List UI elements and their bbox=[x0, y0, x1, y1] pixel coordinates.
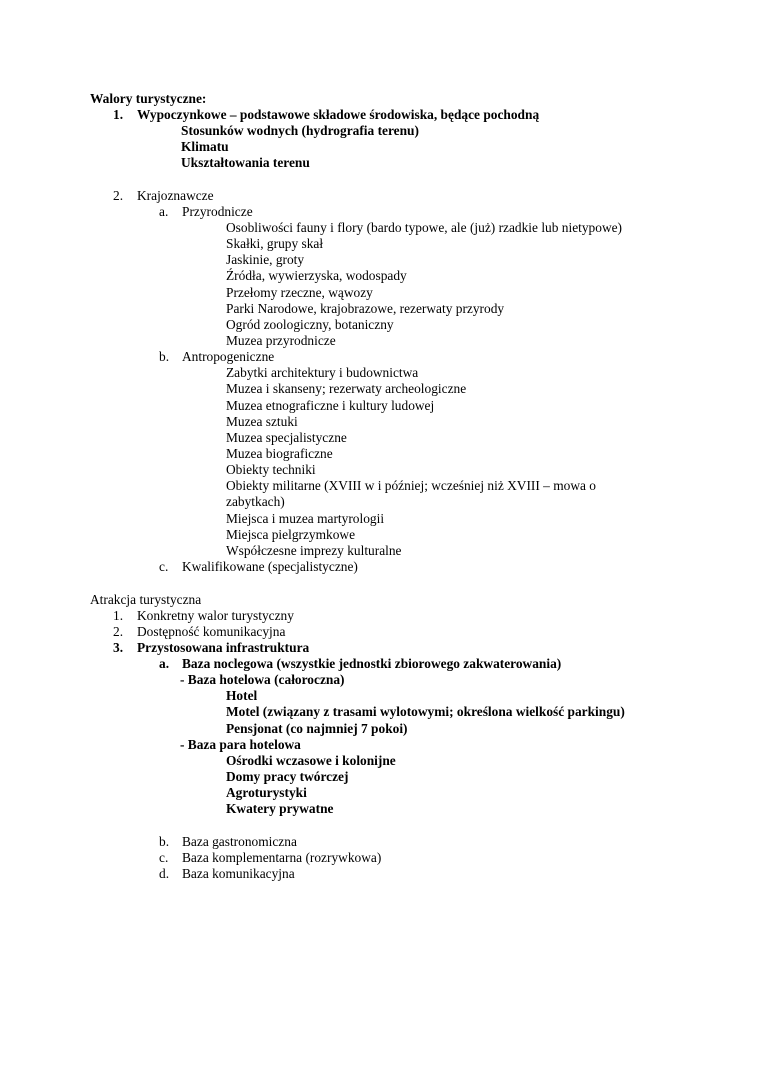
list-item: Jaskinie, groty bbox=[226, 252, 305, 267]
list-item: Muzea i skanseny; rezerwaty archeologiczne bbox=[226, 381, 467, 396]
list-item: Miejsca pielgrzymkowe bbox=[226, 527, 356, 542]
list-item: Hotel bbox=[226, 688, 258, 703]
list-letter: c. bbox=[159, 559, 169, 574]
list-item: Ośrodki wczasowe i kolonijne bbox=[226, 753, 396, 768]
list-item: Obiekty militarne (XVIII w i później; wcześniej niż XVIII – mowa o zabytkach) bbox=[226, 478, 596, 509]
list-number: 1. bbox=[113, 107, 124, 122]
list-item: Współczesne imprezy kulturalne bbox=[226, 543, 402, 558]
item-wypoczynkowe: Wypoczynkowe – podstawowe składowe środowiska, będące pochodną bbox=[137, 107, 540, 122]
sub-item: Ukształtowania terenu bbox=[181, 155, 310, 170]
list-number: 1. bbox=[113, 608, 124, 623]
list-item: Motel (związany z trasami wylotowymi; określona wielkość parkingu) bbox=[226, 704, 625, 719]
group-heading-hotelowa: - Baza hotelowa (całoroczna) bbox=[180, 672, 345, 687]
list-item: Zabytki architektury i budownictwa bbox=[226, 365, 419, 380]
group-heading-para-hotelowa: - Baza para hotelowa bbox=[180, 737, 301, 752]
list-number: 3. bbox=[113, 640, 124, 655]
list-item: Dostępność komunikacyjna bbox=[137, 624, 286, 639]
list-letter: c. bbox=[159, 850, 169, 865]
list-item: Osobliwości fauny i flory (bardo typowe, ale (już) rzadkie lub nietypowe) bbox=[226, 220, 623, 235]
section-title-atrakcja: Atrakcja turystyczna bbox=[90, 592, 202, 607]
list-number: 2. bbox=[113, 624, 124, 639]
list-item: Muzea przyrodnicze bbox=[226, 333, 336, 348]
list-item: Muzea specjalistyczne bbox=[226, 430, 347, 445]
list-item: Źródła, wywierzyska, wodospady bbox=[226, 268, 407, 283]
list-item: Muzea etnograficzne i kultury ludowej bbox=[226, 398, 435, 413]
section-title-walory: Walory turystyczne: bbox=[90, 91, 207, 106]
list-number: 2. bbox=[113, 188, 124, 203]
list-item: Kwatery prywatne bbox=[226, 801, 334, 816]
subheading-antropogeniczne: Antropogeniczne bbox=[182, 349, 275, 364]
list-item: Muzea biograficzne bbox=[226, 446, 333, 461]
list-item: Domy pracy twórczej bbox=[226, 769, 349, 784]
list-item: Przełomy rzeczne, wąwozy bbox=[226, 285, 373, 300]
sub-item: Klimatu bbox=[181, 139, 229, 154]
list-item: Baza komplementarna (rozrywkowa) bbox=[182, 850, 382, 865]
subheading-przyrodnicze: Przyrodnicze bbox=[182, 204, 253, 219]
list-item: Ogród zoologiczny, botaniczny bbox=[226, 317, 394, 332]
list-letter: b. bbox=[159, 834, 170, 849]
list-letter: d. bbox=[159, 866, 170, 881]
list-item: Muzea sztuki bbox=[226, 414, 298, 429]
list-letter: a. bbox=[159, 204, 169, 219]
list-letter: a. bbox=[159, 656, 170, 671]
list-item: Konkretny walor turystyczny bbox=[137, 608, 294, 623]
sub-item: Stosunków wodnych (hydrografia terenu) bbox=[181, 123, 419, 138]
list-item: Skałki, grupy skał bbox=[226, 236, 324, 251]
item-infrastruktura: Przystosowana infrastruktura bbox=[137, 640, 310, 655]
list-item: Baza gastronomiczna bbox=[182, 834, 297, 849]
list-letter: b. bbox=[159, 349, 170, 364]
list-item: Baza komunikacyjna bbox=[182, 866, 295, 881]
subheading-kwalifikowane: Kwalifikowane (specjalistyczne) bbox=[182, 559, 358, 574]
subheading-baza-noclegowa: Baza noclegowa (wszystkie jednostki zbiorowego zakwaterowania) bbox=[182, 656, 562, 671]
list-item: Pensjonat (co najmniej 7 pokoi) bbox=[226, 721, 408, 736]
list-item: Obiekty techniki bbox=[226, 462, 316, 477]
list-item: Parki Narodowe, krajobrazowe, rezerwaty przyrody bbox=[226, 301, 505, 316]
item-krajoznawcze: Krajoznawcze bbox=[137, 188, 214, 203]
list-item: Miejsca i muzea martyrologii bbox=[226, 511, 385, 526]
list-item: Agroturystyki bbox=[226, 785, 307, 800]
